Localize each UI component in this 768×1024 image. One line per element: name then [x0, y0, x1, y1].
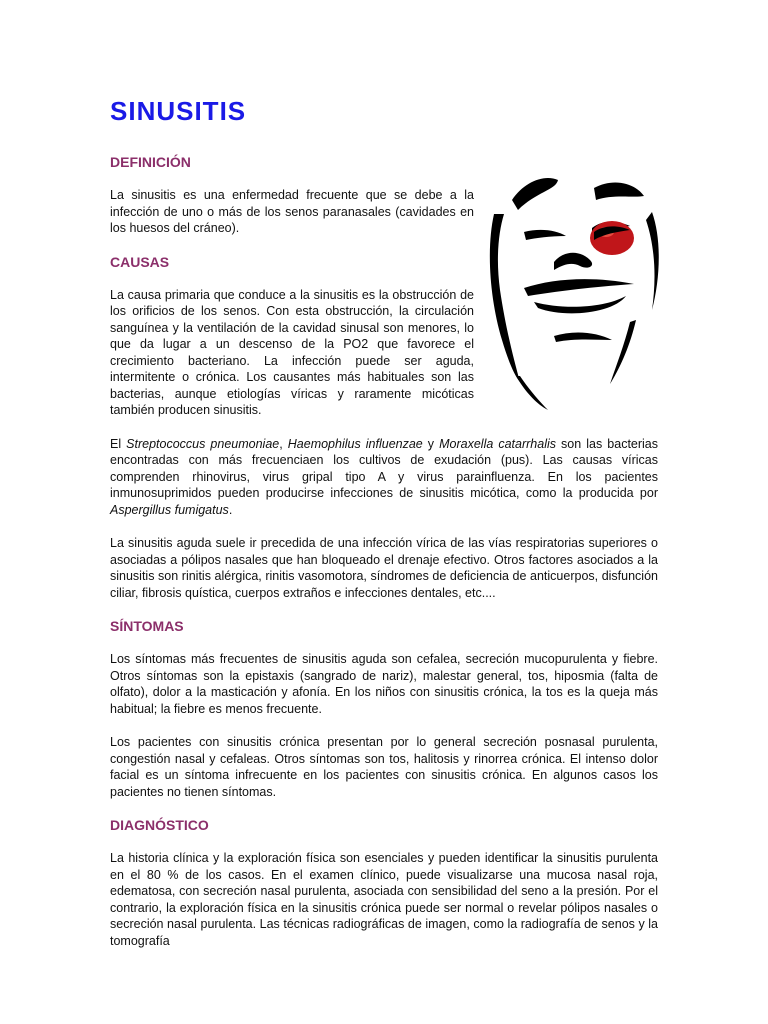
- text-run: .: [228, 502, 233, 517]
- species-name: Haemophilus influenzae: [287, 436, 423, 451]
- text-run: son las bacterias encontradas con más frecuenciaen los cultivos de exudación (pus). Las causas víricas comprenden rhinovirus, virus gripal tipo A y virus parainfluenza. En los pacientes inmunosuprimidos pueden producirse infecciones de sinusitis micótica, como la producida por: [110, 436, 659, 500]
- paragraph-causas-1: La causa primaria que conduce a la sinusitis es la obstrucción de los orificios de los senos. Con esta obstrucción, la circulación sanguínea y la ventilación de la cavidad sinusal son menores, lo que da lugar a un descenso de la PO2 que favorece el crecimiento bacteriano. La infección puede ser aguda, intermitente o crónica. Los causantes más habituales son las bacterias, aunque etiologías víricas y raramente micóticas también producen sinusitis.: [110, 287, 474, 417]
- species-name: Streptococcus pneumoniae: [126, 436, 280, 451]
- text-run: El: [110, 436, 127, 451]
- text-run: y: [422, 436, 440, 451]
- section-heading-causas: CAUSAS: [110, 253, 170, 270]
- paragraph-diagnostico-1: La historia clínica y la exploración física son esenciales y pueden identificar la sinusitis purulenta en el 80 % de los casos. En el examen clínico, puede visualizarse una mucosa nasal roja, edematosa, con secreción nasal purulenta, asociada con sensibilidad del seno a la presión. Por el contrario, la exploración física en la sinusitis crónica puede ser normal o revelar pólipos nasales o secreción nasal purulenta. Las técnicas radiográficas de imagen, como la radiografía de senos y la tomografía: [110, 851, 658, 948]
- text-run: ,: [279, 436, 288, 451]
- section-heading-definicion: DEFINICIÓN: [110, 154, 191, 170]
- paragraph-sintomas-2: Los pacientes con sinusitis crónica presentan por lo general secreción posnasal purulenta, congestión nasal y cefaleas. Otros síntomas son tos, halitosis y rinorrea crónica. El intenso dolor facial es un síntoma infrecuente en los pacientes con sinusitis crónica. En algunos casos los pacientes no tienen síntomas.: [110, 735, 658, 799]
- paragraph-causas-3: La sinusitis aguda suele ir precedida de una infección vírica de las vías respiratorias superiores o asociadas a pólipos nasales que han bloqueado el drenaje efectivo. Otros factores asociados a la sinusitis son rinitis alérgica, rinitis vasomotora, síndromes de deficiencia de anticuerpos, disfunción ciliar, fibrosis quística, cuerpos extraños e infecciones dentales, etc....: [110, 536, 658, 600]
- species-name: Moraxella catarrhalis: [439, 436, 557, 451]
- species-name: Aspergillus fumigatus: [110, 502, 229, 517]
- paragraph-definicion: La sinusitis es una enfermedad frecuente que se debe a la infección de uno o más de los senos paranasales (cavidades en los huesos del cráneo).: [110, 188, 474, 235]
- section-heading-sintomas: SÍNTOMAS: [110, 618, 184, 634]
- document-title: SINUSITIS: [110, 96, 247, 126]
- document-content: [110, 94, 658, 966]
- paragraph-causas-2: [110, 436, 658, 519]
- section-heading-diagnostico: DIAGNÓSTICO: [110, 817, 209, 833]
- paragraph-sintomas-1: Los síntomas más frecuentes de sinusitis aguda son cefalea, secreción mucopurulenta y fiebre. Otros síntomas son la epistaxis (sangrado de nariz), malestar general, tos, hiposmia (falta de olfato), dolor a la masticación y afonía. En los niños con sinusitis crónica, la tos es la queja más habitual; la fiebre es menos frecuente.: [110, 652, 658, 716]
